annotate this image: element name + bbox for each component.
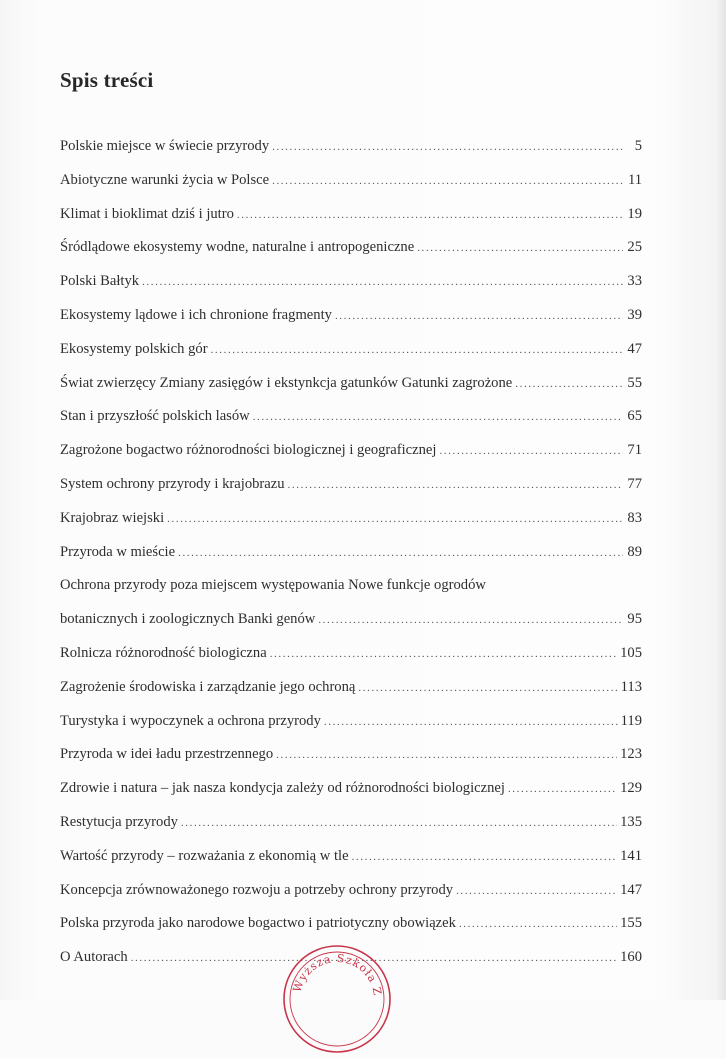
toc-entry bbox=[60, 738, 642, 772]
toc-page-number: 123 bbox=[620, 746, 642, 763]
toc-page-number: 5 bbox=[634, 138, 642, 154]
dot-leader bbox=[318, 604, 623, 638]
toc-entry-text: Turystyka i wypoczynek a ochrona przyrody bbox=[60, 712, 321, 729]
toc-entry bbox=[60, 874, 642, 908]
toc-entry bbox=[60, 130, 642, 164]
toc-page-number: 160 bbox=[620, 949, 642, 966]
toc-entry-text: Klimat i bioklimat dziś i jutro bbox=[60, 205, 234, 222]
toc-entry-text: Wartość przyrody – rozważania z ekonomią w tle bbox=[60, 847, 349, 864]
dot-leader bbox=[253, 401, 623, 435]
dot-leader bbox=[211, 334, 623, 368]
toc-entry-text: Polska przyroda jako narodowe bogactwo i patriotyczny obowiązek bbox=[60, 915, 456, 932]
dot-leader bbox=[335, 300, 623, 334]
toc-entry-text: Restytucja przyrody bbox=[60, 813, 178, 830]
toc-page-number: 77 bbox=[627, 475, 642, 492]
dot-leader bbox=[515, 368, 623, 402]
dot-leader bbox=[237, 199, 623, 233]
toc-entry-text: Ochrona przyrody poza miejscem występowania Nowe funkcje ogrodów bbox=[60, 577, 486, 594]
dot-leader bbox=[352, 841, 618, 875]
toc-page-number: 33 bbox=[627, 273, 642, 290]
toc-entry bbox=[60, 603, 642, 637]
toc-entry-text: Zagrożenie środowiska i zarządzanie jego ochroną bbox=[60, 678, 356, 695]
toc-entry-text: Ekosystemy lądowe i ich chronione fragmenty bbox=[60, 306, 332, 323]
toc-page-number: 11 bbox=[627, 171, 642, 188]
toc-page-number: 147 bbox=[620, 881, 642, 898]
toc-entry-text: System ochrony przyrody i krajobrazu bbox=[60, 475, 285, 492]
toc-page-number: 113 bbox=[620, 678, 642, 695]
dot-leader bbox=[508, 773, 617, 807]
library-stamp bbox=[282, 944, 392, 1054]
toc-entry-text: Ekosystemy polskich gór bbox=[60, 340, 208, 357]
toc-page-number: 47 bbox=[627, 340, 642, 357]
toc-entry bbox=[60, 400, 642, 434]
dot-leader bbox=[358, 672, 617, 706]
toc-entry bbox=[60, 705, 642, 739]
dot-leader bbox=[456, 875, 617, 909]
toc-entry bbox=[60, 671, 642, 705]
toc-entry-text: Świat zwierzęcy Zmiany zasięgów i ekstynkcja gatunków Gatunki zagrożone bbox=[60, 374, 513, 391]
toc-entry-text: Stan i przyszłość polskich lasów bbox=[60, 408, 250, 425]
toc-page-number: 105 bbox=[620, 644, 642, 661]
toc-entry-text: Koncepcja zrównoważonego rozwoju a potrzeby ochrony przyrody bbox=[60, 881, 454, 898]
toc-page-number: 89 bbox=[627, 543, 642, 560]
toc-entry bbox=[60, 806, 642, 840]
toc-entry bbox=[60, 265, 642, 299]
toc-page-number: 19 bbox=[627, 205, 642, 222]
toc-page-number: 141 bbox=[620, 847, 642, 864]
dot-leader bbox=[181, 807, 617, 841]
toc-entry-text: Śródlądowe ekosystemy wodne, naturalne i antropogeniczne bbox=[60, 239, 415, 256]
dot-leader bbox=[276, 739, 617, 773]
toc-page-number: 25 bbox=[627, 239, 642, 256]
toc-entry bbox=[60, 198, 642, 232]
toc-entry-text: Polskie miejsce w świecie przyrody bbox=[60, 138, 270, 154]
dot-leader bbox=[272, 165, 623, 199]
dot-leader bbox=[439, 435, 623, 469]
table-of-contents bbox=[60, 130, 642, 975]
toc-title: Spis treści bbox=[60, 68, 154, 92]
dot-leader bbox=[272, 131, 623, 165]
page-edge-shadow bbox=[716, 0, 726, 1000]
toc-entry-text: O Autorach bbox=[60, 949, 128, 966]
toc-entry-text: Zagrożone bogactwo różnorodności biologicznej i geograficznej bbox=[60, 442, 437, 459]
toc-page-number: 155 bbox=[620, 915, 642, 932]
toc-entry bbox=[60, 299, 642, 333]
dot-leader bbox=[270, 638, 617, 672]
toc-entry-text: Polski Bałtyk bbox=[60, 273, 140, 290]
toc-entry bbox=[60, 164, 642, 198]
toc-entry bbox=[60, 536, 642, 570]
toc-page-number: 95 bbox=[627, 611, 642, 628]
toc-page-number: 129 bbox=[620, 780, 642, 797]
toc-entry-text: Zdrowie i natura – jak nasza kondycja zależy od różnorodności biologicznej bbox=[60, 780, 505, 797]
toc-entry-text: Przyroda w idei ładu przestrzennego bbox=[60, 746, 274, 763]
toc-page-number: 119 bbox=[620, 712, 642, 729]
dot-leader bbox=[288, 469, 623, 503]
dot-leader bbox=[459, 908, 617, 942]
dot-leader bbox=[417, 232, 623, 266]
stamp-text: Wyższa Szkoła Z bbox=[290, 951, 384, 998]
toc-page-number: 135 bbox=[620, 813, 642, 830]
toc-entry bbox=[60, 772, 642, 806]
toc-entry bbox=[60, 468, 642, 502]
toc-entry bbox=[60, 434, 642, 468]
dot-leader bbox=[142, 266, 623, 300]
toc-entry bbox=[60, 502, 642, 536]
toc-entry-text: Abiotyczne warunki życia w Polsce bbox=[60, 171, 270, 188]
dot-leader bbox=[178, 537, 623, 571]
toc-entry bbox=[60, 333, 642, 367]
toc-entry bbox=[60, 840, 642, 874]
toc-entry-text: Krajobraz wiejski bbox=[60, 509, 165, 526]
toc-page-number: 83 bbox=[627, 509, 642, 526]
toc-page-number: 71 bbox=[627, 442, 642, 459]
dot-leader bbox=[167, 503, 623, 537]
toc-entry-text: Rolnicza różnorodność biologiczna bbox=[60, 644, 267, 661]
toc-entry bbox=[60, 231, 642, 265]
toc-entry-text: botanicznych i zoologicznych Banki genów bbox=[60, 611, 316, 628]
toc-page-number: 39 bbox=[627, 306, 642, 323]
toc-entry-text: Przyroda w mieście bbox=[60, 543, 176, 560]
toc-page-number: 55 bbox=[627, 374, 642, 391]
toc-entry bbox=[60, 907, 642, 941]
toc-entry bbox=[60, 637, 642, 671]
toc-page-number: 65 bbox=[627, 408, 642, 425]
dot-leader bbox=[324, 706, 618, 740]
toc-entry bbox=[60, 367, 642, 401]
